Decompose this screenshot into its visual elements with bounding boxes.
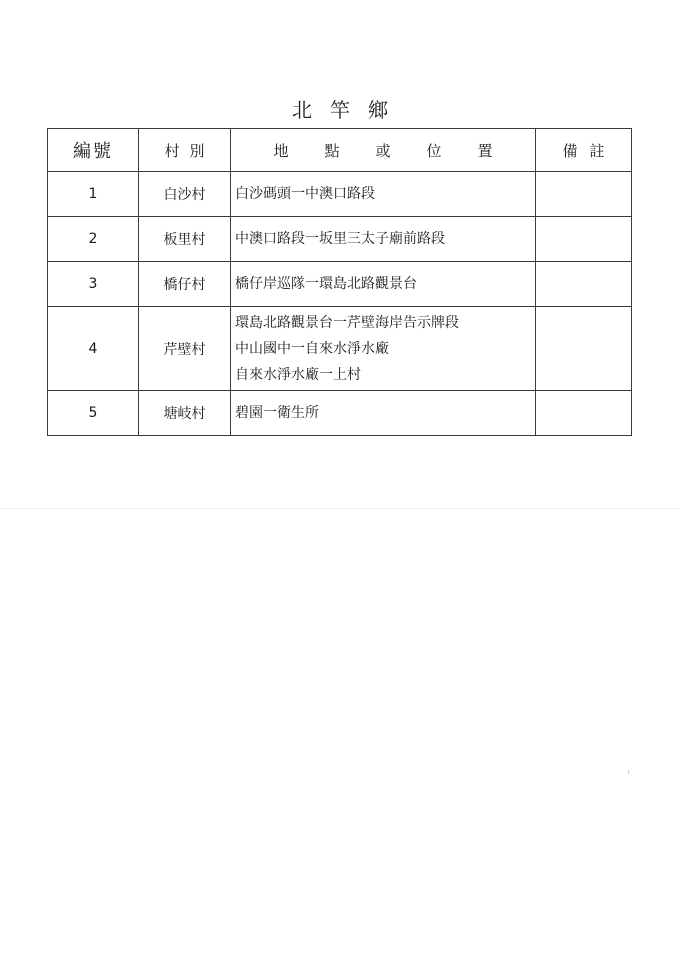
row-remarks [536,217,632,262]
row-village: 芹壁村 [139,307,231,391]
row-number: 2 [48,217,139,262]
location-line: 環島北路觀景台一芹壁海岸告示牌段 [235,314,459,331]
row-number: 4 [48,307,139,391]
table-row [48,172,632,217]
location-line: 中山國中一自來水淨水廠 [235,340,389,357]
location-line: 碧園一衛生所 [235,405,319,421]
row-village: 板里村 [139,217,231,262]
header-remarks: 備註 [536,129,632,172]
row-location [231,217,536,262]
header-village: 村別 [139,129,231,172]
table-row [48,262,632,307]
table-row [48,391,632,436]
scan-artifact-dot [628,770,629,774]
row-number: 5 [48,391,139,436]
route-table [47,128,632,436]
row-village: 塘岐村 [139,391,231,436]
location-line: 橋仔岸巡隊一環島北路觀景台 [235,276,417,292]
row-village: 白沙村 [139,172,231,217]
row-number: 1 [48,172,139,217]
row-location [231,391,536,436]
table-header-row [48,129,632,172]
row-remarks [536,307,632,391]
location-line: 白沙碼頭一中澳口路段 [235,186,375,202]
scan-artifact-line [0,508,680,509]
location-line: 中澳口路段一坂里三太子廟前路段 [235,231,445,247]
row-number: 3 [48,262,139,307]
table-row [48,307,632,391]
row-village: 橋仔村 [139,262,231,307]
row-location [231,172,536,217]
header-number: 編號 [48,129,139,172]
row-remarks [536,262,632,307]
table-row [48,217,632,262]
row-remarks [536,172,632,217]
row-remarks [536,391,632,436]
row-location [231,262,536,307]
location-line: 自來水淨水廠一上村 [235,366,361,383]
row-location [231,307,536,391]
page-title: 北竿鄉 [292,98,406,122]
header-location: 地點或位置 [231,129,536,172]
